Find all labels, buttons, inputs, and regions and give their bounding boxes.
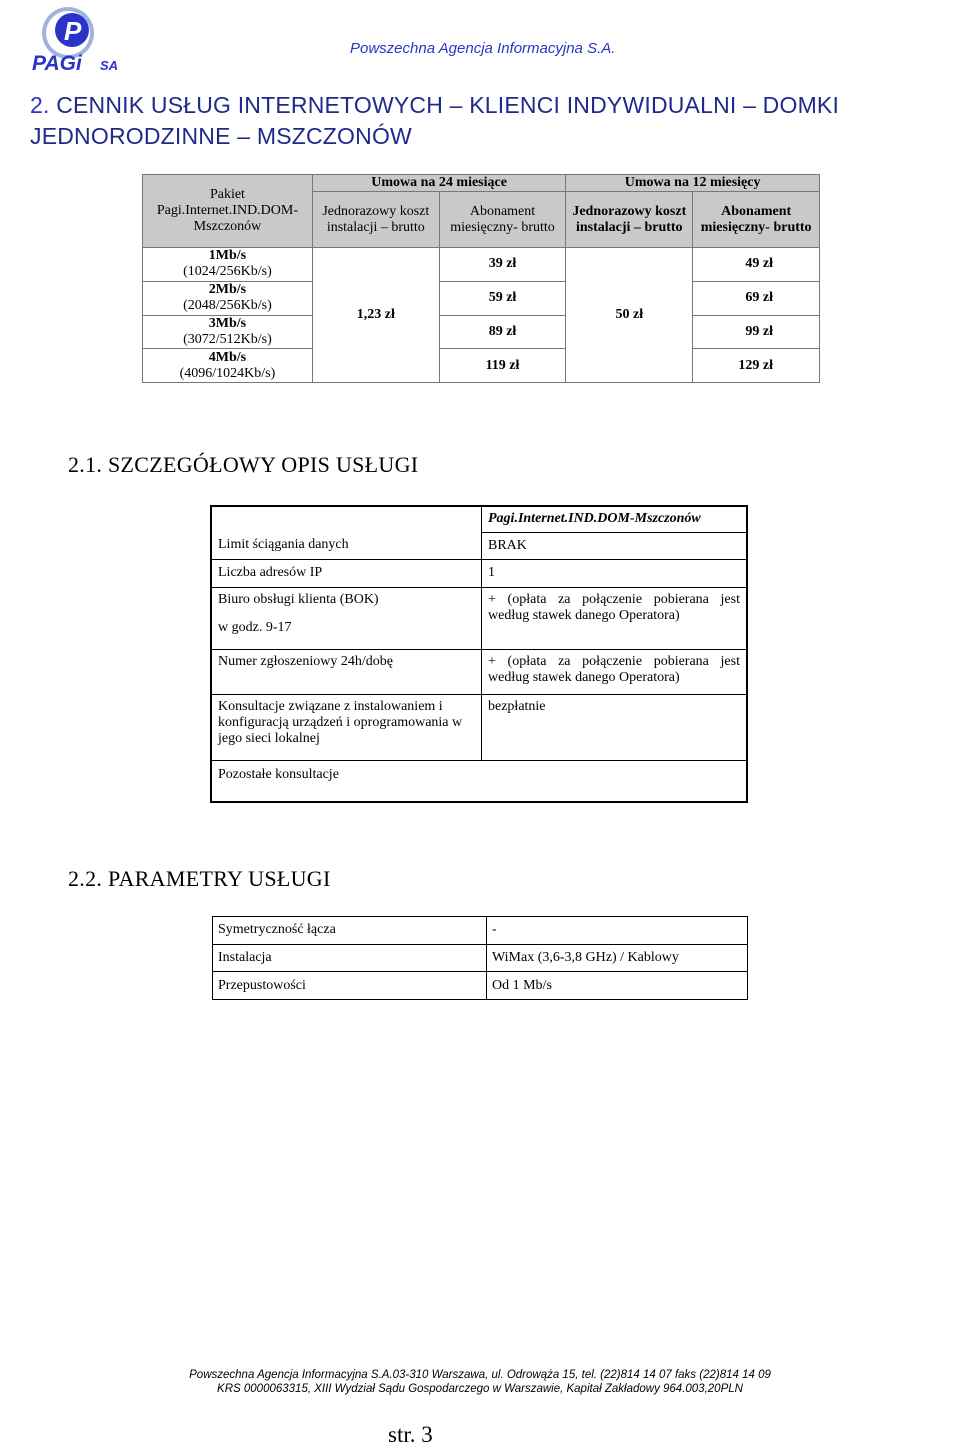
installation-label: Instalacja	[213, 944, 487, 972]
one-time-fee-header-12: Jednorazowy koszt instalacji – brutto	[566, 192, 693, 248]
footer-registration: KRS 0000063315, XIII Wydział Sądu Gospodarczego w Warszawie, Kapitał Zakładowy 964.003,20PLN	[217, 1383, 743, 1395]
footer	[0, 1368, 960, 1396]
installation-value: WiMax (3,6-3,8 GHz) / Kablowy	[487, 944, 748, 972]
throughput-value: Od 1 Mb/s	[487, 972, 748, 1000]
bok-label: Biuro obsługi klienta (BOK)	[218, 591, 379, 607]
monthly-price-24: 89 zł	[439, 315, 566, 349]
logo-suffix: SA	[100, 58, 119, 73]
details-table	[210, 505, 748, 803]
monthly-price-24: 119 zł	[439, 349, 566, 383]
params-heading: 2.2. PARAMETRY USŁUGI	[68, 866, 331, 891]
pricing-table	[142, 174, 820, 383]
limit-value: BRAK	[482, 532, 748, 559]
price-row	[143, 281, 820, 315]
ip-value: 1	[482, 559, 748, 587]
contract-24-header: Umowa na 24 miesiące	[312, 175, 565, 192]
monthly-fee-header-24: Abonament miesięczny- brutto	[439, 192, 566, 248]
monthly-price-24: 39 zł	[439, 248, 566, 282]
company-logo	[30, 6, 130, 76]
speed-detail: (2048/256Kb/s)	[183, 298, 272, 314]
monthly-price-12: 69 zł	[693, 281, 820, 315]
limit-label: Limit ściągania danych	[218, 537, 349, 553]
hotline-value: + (opłata za połączenie pobierana jest według stawek danego Operatora)	[482, 649, 748, 694]
speed-detail: (3072/512Kb/s)	[183, 331, 272, 347]
speed-label: 1Mb/s	[208, 248, 247, 264]
details-column-header: Pagi.Internet.IND.DOM-Mszczonów	[482, 506, 748, 532]
company-name-header: Powszechna Agencja Informacyjna S.A.	[350, 40, 616, 57]
other-label: Pozostałe konsultacje	[218, 766, 339, 782]
ip-label: Liczba adresów IP	[211, 559, 482, 587]
page-number: str. 3	[388, 1422, 433, 1447]
speed-label: 3Mb/s	[208, 315, 247, 331]
speed-label: 4Mb/s	[208, 349, 247, 365]
install-fee-24: 1,23 zł	[312, 248, 439, 383]
package-header: Pakiet Pagi.Internet.IND.DOM-Mszczonów	[143, 175, 313, 248]
logo-text: PAGi	[32, 52, 82, 75]
bok-value: + (opłata za połączenie pobierana jest według stawek danego Operatora)	[482, 587, 748, 649]
price-row	[143, 349, 820, 383]
symmetry-value: -	[487, 917, 748, 945]
bok-hours: w godz. 9-17	[218, 619, 292, 635]
svg-text:P: P	[64, 16, 82, 46]
consult-value: bezpłatnie	[482, 694, 748, 760]
section-number: 2.	[30, 92, 50, 118]
speed-detail: (1024/256Kb/s)	[183, 264, 272, 280]
symmetry-label: Symetryczność łącza	[213, 917, 487, 945]
details-heading: 2.1. SZCZEGÓŁOWY OPIS USŁUGI	[68, 452, 419, 477]
monthly-price-12: 49 zł	[693, 248, 820, 282]
speed-detail: (4096/1024Kb/s)	[179, 365, 276, 381]
price-row	[143, 248, 820, 282]
hotline-label: Numer zgłoszeniowy 24h/dobę	[211, 649, 482, 694]
monthly-price-12: 129 zł	[693, 349, 820, 383]
section-title	[30, 90, 910, 152]
consult-label: Konsultacje związane z instalowaniem i konfiguracją urządzeń i oprogramowania w jego sieci lokalnej	[211, 694, 482, 760]
footer-address: Powszechna Agencja Informacyjna S.A.03-310 Warszawa, ul. Odrowąża 15, tel. (22)814 14 07 faks (22)814 14 09	[189, 1369, 771, 1381]
speed-label: 2Mb/s	[208, 282, 247, 298]
monthly-fee-header-12: Abonament miesięczny- brutto	[693, 192, 820, 248]
monthly-price-12: 99 zł	[693, 315, 820, 349]
price-row	[143, 315, 820, 349]
contract-12-header: Umowa na 12 miesięcy	[566, 175, 820, 192]
section-title-text: CENNIK USŁUG INTERNETOWYCH – KLIENCI INDYWIDUALNI – DOMKI JEDNORODZINNE – MSZCZONÓW	[30, 92, 840, 149]
monthly-price-24: 59 zł	[439, 281, 566, 315]
params-table	[212, 916, 748, 1000]
one-time-fee-header-24: Jednorazowy koszt instalacji – brutto	[312, 192, 439, 248]
throughput-label: Przepustowości	[213, 972, 487, 1000]
install-fee-12: 50 zł	[566, 248, 693, 383]
